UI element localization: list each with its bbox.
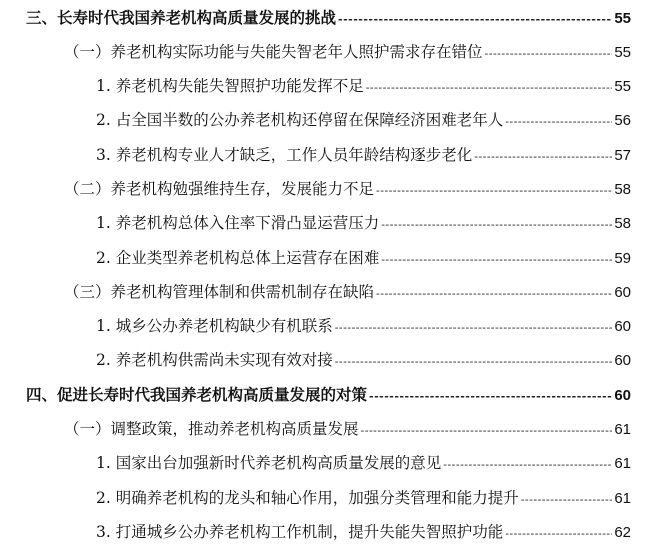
toc-entry-title: 2. 明确养老机构的龙头和轴心作用，加强分类管理和能力提升 <box>96 489 519 507</box>
toc-page-number: 60 <box>614 387 631 404</box>
toc-page-number: 55 <box>614 10 631 27</box>
toc-leader <box>366 76 613 100</box>
toc-page-number: 60 <box>614 352 631 369</box>
toc-entry[interactable] <box>26 6 631 30</box>
toc-entry[interactable] <box>96 348 631 372</box>
toc-entry[interactable] <box>96 486 631 510</box>
toc-leader <box>443 453 612 477</box>
toc-page-number: 62 <box>614 524 631 541</box>
toc-entry[interactable] <box>96 314 631 338</box>
toc-page-number: 58 <box>614 215 631 232</box>
toc-page-number: 58 <box>614 181 631 198</box>
toc-page-number: 56 <box>614 112 631 129</box>
toc-entry-title: 3. 养老机构专业人才缺乏，工作人员年龄结构逐步老化 <box>96 146 473 164</box>
toc-entry[interactable] <box>96 246 631 270</box>
toc-entry[interactable] <box>64 280 631 304</box>
toc-entry[interactable] <box>96 520 631 544</box>
toc-leader <box>335 350 613 374</box>
toc-entry-title: （二）养老机构勉强维持生存，发展能力不足 <box>64 180 375 198</box>
toc-entry-title: （一）养老机构实际功能与失能失智老年人照护需求存在错位 <box>64 43 483 61</box>
toc-leader <box>485 42 613 66</box>
toc-entry-title: （一）调整政策，推动养老机构高质量发展 <box>64 420 359 438</box>
toc-leader <box>335 316 613 340</box>
toc-page-number: 55 <box>614 44 631 61</box>
toc-entry[interactable] <box>26 383 631 407</box>
toc-entry[interactable] <box>64 177 631 201</box>
toc-leader <box>369 385 612 409</box>
toc-page-number: 61 <box>614 455 631 472</box>
toc-leader <box>521 488 613 512</box>
toc-page-number: 59 <box>614 250 631 267</box>
toc-leader <box>376 282 612 306</box>
toc-leader <box>361 419 613 443</box>
toc-page-number: 60 <box>614 284 631 301</box>
toc-entry-title: 3. 打通城乡公办养老机构工作机制，提升失能失智照护功能 <box>96 523 504 541</box>
toc-entry[interactable] <box>96 143 631 167</box>
toc-entry-title: 三、长寿时代我国养老机构高质量发展的挑战 <box>26 9 337 27</box>
toc-entry-title: 1. 养老机构失能失智照护功能发挥不足 <box>96 77 364 95</box>
toc-entry[interactable] <box>96 108 631 132</box>
toc-leader <box>505 522 612 546</box>
toc-leader <box>376 179 612 203</box>
toc-entry-title: 1. 国家出台加强新时代养老机构高质量发展的意见 <box>96 454 442 472</box>
toc-entry-title: 1. 养老机构总体入住率下滑凸显运营压力 <box>96 214 380 232</box>
toc-page-number: 61 <box>614 421 631 438</box>
toc-entry-title: 四、促进长寿时代我国养老机构高质量发展的对策 <box>26 386 368 404</box>
toc-entry-title: （三）养老机构管理体制和供需机制存在缺陷 <box>64 283 375 301</box>
toc-leader <box>338 8 612 32</box>
toc-leader <box>381 213 612 237</box>
toc-entry[interactable] <box>96 74 631 98</box>
toc-leader <box>474 145 612 169</box>
toc-page-number: 55 <box>614 78 631 95</box>
toc-leader <box>505 110 612 134</box>
toc-entry[interactable] <box>96 451 631 475</box>
toc-entry-title: 1. 城乡公办养老机构缺少有机联系 <box>96 317 333 335</box>
toc-page-number: 61 <box>614 490 631 507</box>
toc-entry[interactable] <box>64 40 631 64</box>
toc-page-number: 60 <box>614 318 631 335</box>
toc-entry-title: 2. 占全国半数的公办养老机构还停留在保障经济困难老年人 <box>96 111 504 129</box>
toc-leader <box>381 248 612 272</box>
toc-entry-title: 2. 养老机构供需尚未实现有效对接 <box>96 351 333 369</box>
toc-entry-title: 2. 企业类型养老机构总体上运营存在困难 <box>96 249 380 267</box>
toc-entry[interactable] <box>64 417 631 441</box>
toc-page-number: 57 <box>614 147 631 164</box>
toc-entry[interactable] <box>96 211 631 235</box>
